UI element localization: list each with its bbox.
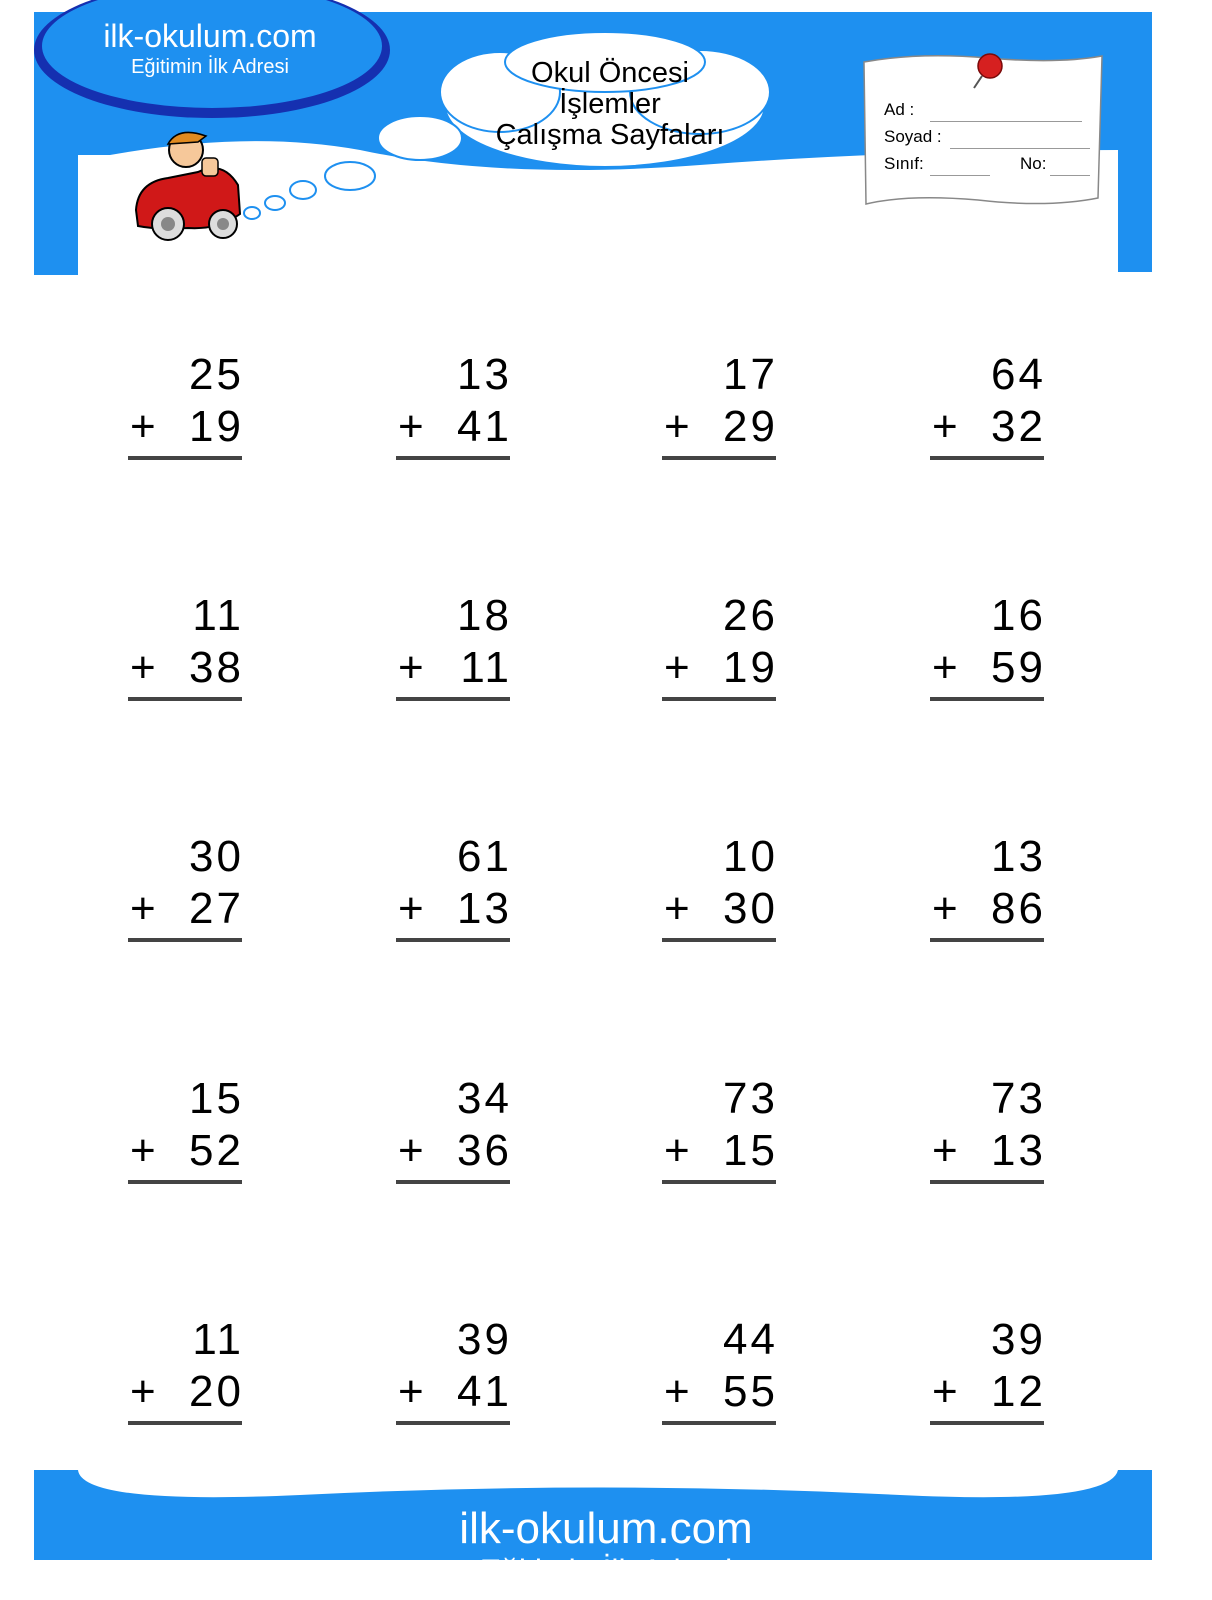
answer-line [396,1421,510,1425]
answer-line [930,456,1044,460]
header-site-name: ilk-okulum.com [103,18,317,54]
answer-line [930,1421,1044,1425]
answer-line [396,1180,510,1184]
plus-sign: + [398,884,424,933]
plus-sign: + [664,643,690,692]
top-addend: 39 [457,1315,512,1364]
header-slogan: Eğitimin İlk Adresi [131,56,289,78]
bottom-addend: 55 [723,1367,778,1416]
plus-sign: + [932,1367,958,1416]
top-addend: 18 [457,591,512,640]
addition-problem [128,350,248,460]
addition-problem [930,350,1050,460]
answer-line [128,697,242,701]
plus-sign: + [664,1126,690,1175]
plus-sign: + [130,402,156,451]
answer-line [396,697,510,701]
pin-icon [978,54,1002,78]
answer-line [128,1180,242,1184]
bottom-addend: 19 [189,402,244,451]
title-line-2: İşlemler [559,88,661,120]
addition-problem [662,1315,782,1425]
plus-sign: + [398,402,424,451]
top-addend: 25 [189,350,244,399]
bottom-addend: 59 [991,643,1046,692]
addition-problem [662,1074,782,1184]
bottom-addend: 12 [991,1367,1046,1416]
bottom-addend: 38 [189,643,244,692]
bottom-addend: 41 [457,402,512,451]
top-addend: 39 [991,1315,1046,1364]
addition-problem [930,1074,1050,1184]
top-addend: 26 [723,591,778,640]
name-field-label: Ad : [884,100,915,119]
answer-line [930,697,1044,701]
answer-line [128,938,242,942]
plus-sign: + [932,643,958,692]
top-addend: 61 [457,832,512,881]
title-line-1: Okul Öncesi [531,57,689,89]
plus-sign: + [932,402,958,451]
plus-sign: + [398,1126,424,1175]
addition-problem [128,591,248,701]
footer-site-name: ilk-okulum.com [459,1504,753,1553]
addition-problem [396,1315,516,1425]
addition-problem [396,832,516,942]
addition-problem [662,832,782,942]
plus-sign: + [130,884,156,933]
bottom-addend: 11 [460,643,512,692]
answer-line [662,697,776,701]
addition-problem [930,591,1050,701]
plus-sign: + [664,884,690,933]
surname-field-label: Soyad : [884,127,942,146]
top-addend: 34 [457,1074,512,1123]
plus-sign: + [932,1126,958,1175]
top-addend: 44 [723,1315,778,1364]
worksheet-title [470,58,750,151]
addition-problem [396,591,516,701]
answer-line [662,1421,776,1425]
addition-problem [128,1315,248,1425]
answer-line [662,456,776,460]
plus-sign: + [130,643,156,692]
top-addend: 15 [189,1074,244,1123]
number-field-line [1050,175,1090,176]
answer-line [930,938,1044,942]
bottom-addend: 29 [723,402,778,451]
plus-sign: + [398,643,424,692]
top-addend: 13 [457,350,512,399]
bottom-addend: 13 [991,1126,1046,1175]
name-field-line [930,121,1082,122]
bottom-addend: 20 [189,1367,244,1416]
top-addend: 11 [192,1315,244,1364]
addition-problem [662,591,782,701]
addition-problem [128,832,248,942]
answer-line [128,1421,242,1425]
bottom-addend: 32 [991,402,1046,451]
top-addend: 64 [991,350,1046,399]
footer-slogan: Eğitimin İlk Adresi [479,1553,733,1589]
top-addend: 16 [991,591,1046,640]
class-field-label: Sınıf: [884,154,924,173]
plus-sign: + [130,1126,156,1175]
bottom-addend: 52 [189,1126,244,1175]
bottom-addend: 36 [457,1126,512,1175]
bottom-addend: 86 [991,884,1046,933]
top-addend: 73 [723,1074,778,1123]
answer-line [396,938,510,942]
class-field-line [930,175,990,176]
answer-line [662,938,776,942]
top-addend: 13 [991,832,1046,881]
top-addend: 30 [189,832,244,881]
plus-sign: + [932,884,958,933]
bottom-addend: 13 [457,884,512,933]
surname-field-line [950,148,1090,149]
addition-problem [930,832,1050,942]
plus-sign: + [664,402,690,451]
answer-line [662,1180,776,1184]
addition-problem [662,350,782,460]
bottom-addend: 15 [723,1126,778,1175]
top-addend: 11 [192,591,244,640]
plus-sign: + [130,1367,156,1416]
addition-problem [128,1074,248,1184]
car-illustration [136,132,240,240]
bottom-addend: 19 [723,643,778,692]
plus-sign: + [664,1367,690,1416]
answer-line [396,456,510,460]
answer-line [930,1180,1044,1184]
top-addend: 73 [991,1074,1046,1123]
number-field-label: No: [1020,154,1047,173]
plus-sign: + [398,1367,424,1416]
addition-problem [396,1074,516,1184]
bottom-addend: 41 [457,1367,512,1416]
bottom-addend: 30 [723,884,778,933]
title-line-3: Çalışma Sayfaları [495,119,725,151]
bottom-addend: 27 [189,884,244,933]
top-addend: 17 [723,350,778,399]
answer-line [128,456,242,460]
top-addend: 10 [723,832,778,881]
addition-problem [396,350,516,460]
addition-problem [930,1315,1050,1425]
